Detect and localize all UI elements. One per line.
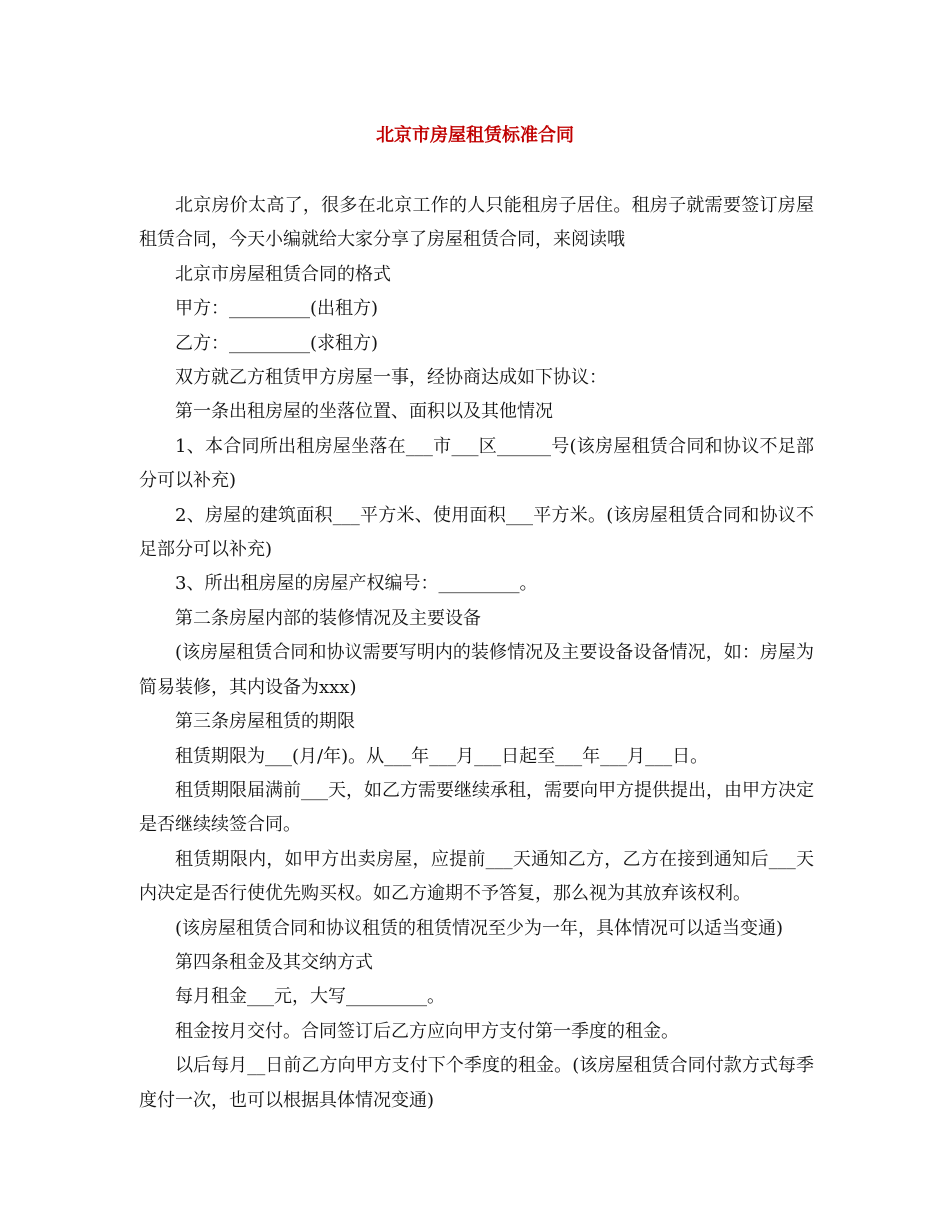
paragraph: (该房屋租赁合同和协议需要写明内的装修情况及主要设备设备情况，如：房屋为简易装修，其内设备为xxx): [139, 642, 814, 698]
party-b-line: 乙方：_________(求租方): [175, 332, 379, 354]
paragraph: 以后每月__日前乙方向甲方支付下个季度的租金。(该房屋租赁合同付款方式每季度付一次，也可以根据具体情况变通): [139, 1055, 814, 1111]
paragraph: 1、本合同所出租房屋坐落在___市___区______号(该房屋租赁合同和协议不足部分可以补充): [139, 435, 814, 492]
article-heading: 第一条出租房屋的坐落位置、面积以及其他情况: [175, 401, 553, 423]
paragraph: 租赁期限内，如甲方出卖房屋，应提前___天通知乙方，乙方在接到通知后___天内决定是否行使优先购买权。如乙方逾期不予答复，那么视为其放弃该权利。: [139, 848, 814, 905]
paragraph: 3、所出租房屋的房屋产权编号：_________。: [175, 573, 538, 595]
party-a-line: 甲方：_________(出租方): [175, 298, 379, 320]
document-body: [139, 189, 814, 1118]
document-title: 北京市房屋租赁标准合同: [376, 125, 574, 146]
article-heading: 第二条房屋内部的装修情况及主要设备: [175, 607, 481, 629]
paragraph: 租金按月交付。合同签订后乙方应向甲方支付第一季度的租金。: [175, 1020, 679, 1042]
article-heading: 第三条房屋租赁的期限: [175, 711, 355, 733]
paragraph: 每月租金___元，大写_________。: [175, 986, 445, 1008]
paragraph: 北京房价太高了，很多在北京工作的人只能租房子居住。租房子就需要签订房屋租赁合同，今天小编就给大家分享了房屋租赁合同，来阅读哦: [139, 195, 814, 251]
article-heading: 第四条租金及其交纳方式: [175, 951, 373, 973]
paragraph: (该房屋租赁合同和协议租赁的租赁情况至少为一年，具体情况可以适当变通): [175, 917, 784, 939]
paragraph: 租赁期限届满前___天，如乙方需要继续承租，需要向甲方提供提出，由甲方决定是否继续续签合同。: [139, 779, 814, 836]
paragraph: 2、房屋的建筑面积___平方米、使用面积___平方米。(该房屋租赁合同和协议不足部分可以补充): [139, 504, 814, 561]
paragraph: 双方就乙方租赁甲方房屋一事，经协商达成如下协议：: [175, 367, 607, 389]
paragraph: 北京市房屋租赁合同的格式: [175, 263, 391, 285]
paragraph: 租赁期限为___(月/年)。从___年___月___日起至___年___月___日。: [175, 745, 709, 767]
